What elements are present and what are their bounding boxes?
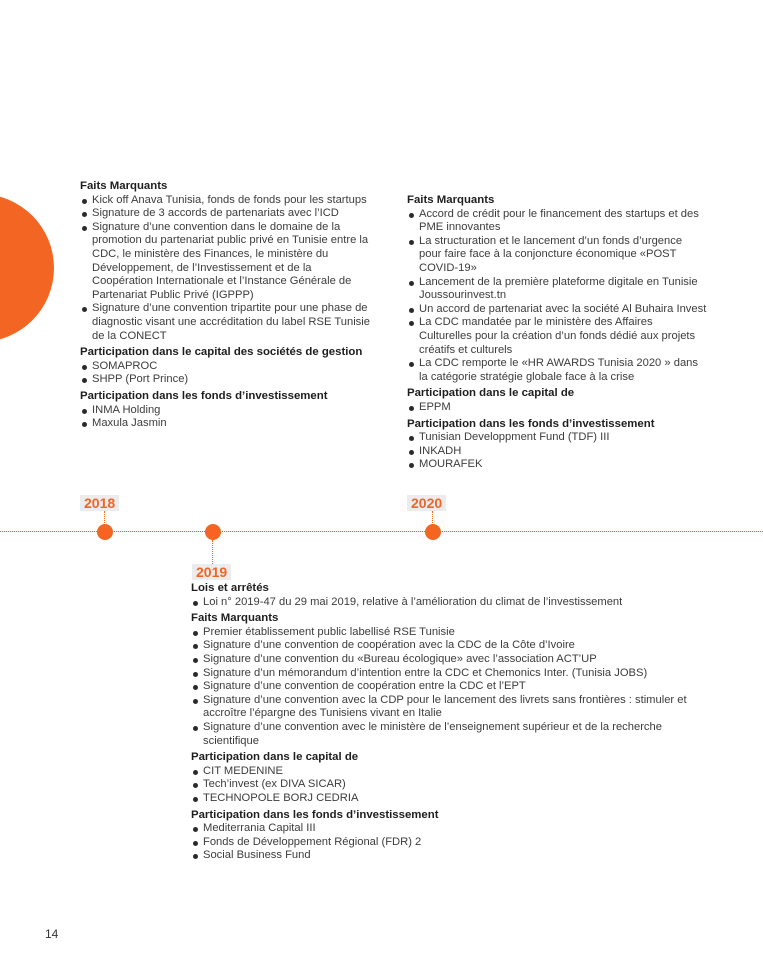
list-item: Signature d’une convention dans le domaine de la promotion du partenariat public privé en Tunisie entre la CDC, le ministère des Finances, le ministère du Développement, de l’Investissement et de la Coopération Internationale et l’Instance Générale de Partenariat Public Privé (IGPPP) <box>80 221 370 303</box>
list-item: Signature de 3 accords de partenariats avec l’ICD <box>80 207 370 221</box>
bullet-list <box>80 404 370 431</box>
decorative-half-circle <box>0 194 54 342</box>
list-item: Maxula Jasmin <box>80 417 370 431</box>
list-item: Signature d’une convention du «Bureau écologique» avec l’association ACT’UP <box>191 653 691 667</box>
list-item: La structuration et le lancement d’un fonds d’urgence pour faire face à la conjoncture économique «POST COVID-19» <box>407 235 707 276</box>
list-item: Mediterrania Capital III <box>191 822 691 836</box>
list-item: La CDC remporte le «HR AWARDS Tunisia 2020 » dans la catégorie stratégie globale face à la crise <box>407 357 707 384</box>
connector-2020 <box>432 511 433 525</box>
list-item: Signature d’une convention de coopération avec la CDC de la Côte d’Ivoire <box>191 639 691 653</box>
list-item: Signature d’une convention avec le ministère de l’enseignement supérieur et de la recherche scientifique <box>191 721 691 748</box>
list-item: Kick off Anava Tunisia, fonds de fonds pour les startups <box>80 194 370 208</box>
section-heading: Participation dans les fonds d’investissement <box>80 389 328 402</box>
list-item: Signature d’une convention tripartite pour une phase de diagnostic visant une accréditation du label RSE Tunisie de la CONECT <box>80 302 370 343</box>
list-item: Loi n° 2019-47 du 29 mai 2019, relative à l’amélioration du climat de l’investissement <box>191 596 691 610</box>
list-item: SHPP (Port Prince) <box>80 373 370 387</box>
bullet-list <box>80 360 370 387</box>
bullet-list <box>191 822 691 863</box>
list-item: Tech’invest (ex DIVA SICAR) <box>191 778 691 792</box>
section-heading: Participation dans le capital de <box>191 751 359 764</box>
section-heading: Faits Marquants <box>407 194 495 206</box>
section-heading: Participation dans le capital des sociétés de gestion <box>80 346 363 359</box>
list-item: Premier établissement public labellisé RSE Tunisie <box>191 626 691 640</box>
section-heading: Lois et arrêtés <box>191 582 269 594</box>
section-heading: Faits Marquants <box>80 180 168 192</box>
timeline-line <box>0 531 763 532</box>
list-item: Lancement de la première plateforme digitale en Tunisie Joussourinvest.tn <box>407 276 707 303</box>
list-item: INKADH <box>407 445 707 459</box>
list-item: EPPM <box>407 401 707 415</box>
year-2020-content <box>407 194 707 475</box>
list-item: TECHNOPOLE BORJ CEDRIA <box>191 792 691 806</box>
list-item: MOURAFEK <box>407 458 707 472</box>
section-heading: Faits Marquants <box>191 612 279 625</box>
bullet-list <box>191 765 691 806</box>
section-heading: Participation dans les fonds d’investissement <box>191 808 439 821</box>
list-item: Tunisian Developpment Fund (TDF) III <box>407 431 707 445</box>
page-number: 14 <box>45 927 59 941</box>
list-item: CIT MEDENINE <box>191 765 691 779</box>
list-item: Social Business Fund <box>191 849 691 863</box>
bullet-list <box>80 194 370 344</box>
bullet-list <box>191 626 691 748</box>
year-2019-content <box>191 582 691 866</box>
timeline-dot-2019 <box>205 524 221 540</box>
list-item: Accord de crédit pour le financement des startups et des PME innovantes <box>407 208 707 235</box>
list-item: Fonds de Développement Régional (FDR) 2 <box>191 836 691 850</box>
connector-2019 <box>212 540 213 564</box>
list-item: INMA Holding <box>80 404 370 418</box>
year-label-2018: 2018 <box>80 495 119 511</box>
bullet-list <box>407 401 707 415</box>
list-item: La CDC mandatée par le ministère des Affaires Culturelles pour la création d’un fonds dédié aux projets créatifs et culturels <box>407 316 707 357</box>
timeline-dot-2018 <box>97 524 113 540</box>
list-item: SOMAPROC <box>80 360 370 374</box>
bullet-list <box>407 431 707 472</box>
timeline-dot-2020 <box>425 524 441 540</box>
list-item: Signature d’un mémorandum d’intention entre la CDC et Chemonics Inter. (Tunisia JOBS) <box>191 667 691 681</box>
year-label-2019: 2019 <box>192 564 231 580</box>
bullet-list <box>407 208 707 385</box>
list-item: Signature d’une convention de coopération entre la CDC et l’EPT <box>191 680 691 694</box>
year-2018-content <box>80 180 370 434</box>
year-label-2020: 2020 <box>407 495 446 511</box>
bullet-list <box>191 596 691 610</box>
section-heading: Participation dans le capital de <box>407 387 575 400</box>
list-item: Un accord de partenariat avec la société Al Buhaira Invest <box>407 303 707 317</box>
connector-2018 <box>104 511 105 525</box>
list-item: Signature d’une convention avec la CDP pour le lancement des livrets sans frontières : stimuler et accroître l’épargne des Tunisiens vivant en Italie <box>191 694 691 721</box>
section-heading: Participation dans les fonds d’investissement <box>407 417 655 430</box>
